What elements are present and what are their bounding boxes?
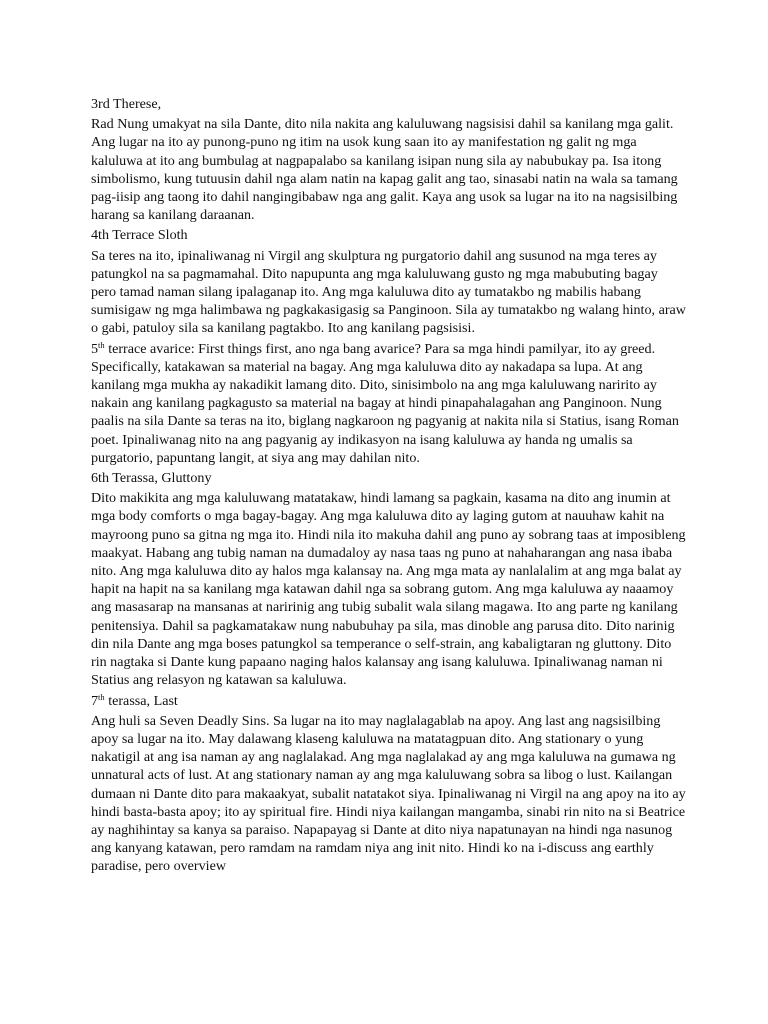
section-heading-4th-terrace: 4th Terrace Sloth bbox=[91, 227, 188, 244]
document-page bbox=[91, 95, 686, 878]
ordinal-suffix-5th: th bbox=[98, 339, 105, 350]
section-text-5th: terrace avarice: First things first, ano nga bang avarice? Para sa mga hindi pamilyar, ito ay greed. Specifically, katakawan sa material na bagay. Ang mga kaluluwa dito ay nakadapa sa lupa. At ang kanilang mga mukha ay nakadikit lamang dito. Dito, sinisimbolo na ang mga kaluluwang naririto ay nakain ang kanilang pagkagusto sa material na bagay at hindi pinapahalagahan ang Panginoon. Nung paalis na sila Dante sa teras na ito, biglang nagkaroon ng pagyanig at nakita nila si Statius, isang Roman poet. Ipinaliwanag nito na ang pagyanig ay indikasyon na isang kaluluwa ay handa ng umalis sa purgatorio, papuntang langit, at siya ang may dahilan nito. bbox=[91, 340, 679, 466]
section-body-6th-terrace: Dito makikita ang mga kaluluwang matatakaw, hindi lamang sa pagkain, kasama na dito ang inumin at mga body comforts o mga bagay-bagay. Ang mga kaluluwa dito ay laging gutom at nauuhaw kahit na mayroong puno sa gitna ng mga ito. Hindi nila ito makuha dahil ang puno ay sobrang taas at imposibleng maakyat. Habang ang tubig naman na dumadaloy ay nasa taas ng puno at nahaharangan ang nasa ibaba nito. Ang mga kaluluwa dito ay halos mga kalansay na. Ang mga mata ay nanlalalim at ang mga balat ay hapit na hapit na sa kanilang mga katawan dahil nga sa sobrang gutom. Ang mga kaluluwa ay naaamoy ang masasarap na mansanas at naririnig ang tubig subalit wala silang magawa. Ito ang parte ng kanilang penitensiya. Dahil sa pagkamatakaw nung nabubuhay pa sila, mas dinoble ang parusa dito. Dito narinig din nila Dante ang mga boses patungkol sa temperance o self-strain, ang kabaligtaran ng gluttony. Dito rin nagtaka si Dante kung papaano naging halos kalansay ang isang kaluluwa. Ipinaliwanag naman ni Statius ang relasyon ng katawan sa kaluluwa. bbox=[91, 490, 686, 689]
section-heading-7th-terrace bbox=[91, 692, 686, 710]
section-body-7th-terrace: Ang huli sa Seven Deadly Sins. Sa lugar na ito may naglalagablab na apoy. Ang last ang nagsisilbing apoy sa lugar na ito. May dalawang klaseng kaluluwa na matatagpuan dito. Ang stationary o yung nakatigil at ang isa naman ay ang naglalakad. Ang mga naglalakad ay ang mga kaluluwa na gumawa ng unnatural acts of lust. At ang stationary naman ay ang mga kaluluwang sobra sa libog o lust. Kailangan dumaan ni Dante dito para makaakyat, subalit natatakot siya. Ipinaliwanag ni Virgil na ang apoy na ito ay hindi basta-basta apoy; ito ay spiritual fire. Hindi niya kailangan mangamba, sinabi rin nito na si Beatrice ay naghihintay sa kanya sa paraiso. Napapayag si Dante at dito niya napatunayan na hindi nga nasunog ang kanyang katawan, pero ramdam na ramdam niya ang init nito. Hindi ko na i-discuss ang earthly paradise, pero overview bbox=[91, 712, 686, 875]
section-number-7th: 7 bbox=[91, 692, 99, 709]
section-body-5th-terrace bbox=[91, 340, 686, 467]
section-heading-3rd-terrace: 3rd Therese, bbox=[91, 96, 162, 112]
section-heading-7th-text: terassa, Last bbox=[104, 692, 178, 709]
ordinal-suffix-7th: th bbox=[98, 691, 105, 702]
section-heading-6th-terrace: 6th Terassa, Gluttony bbox=[91, 470, 212, 487]
section-number-5th: 5 bbox=[91, 340, 99, 357]
section-body-4th-terrace: Sa teres na ito, ipinaliwanag ni Virgil ang skulptura ng purgatorio dahil ang susunod na mga teres ay patungkol na sa pagmamahal. Dito napupunta ang mga kaluluwang gusto ng mga mabubuting bagay pero tamad naman silang ipalaganap ito. Ang mga kaluluwa dito ay tumatakbo ng mabilis habang sumisigaw ng mga halimbawa ng pagkakasigasig sa Panginoon. Sila ay tumatakbo ng walang hinto, araw o gabi, patuloy sila sa kanilang pagtakbo. Ito ang kanilang pagsisisi. bbox=[91, 247, 686, 337]
section-body-3rd-terrace: Rad Nung umakyat na sila Dante, dito nila nakita ang kaluluwang nagsisisi dahil sa kanilang mga galit. Ang lugar na ito ay punong-puno ng itim na usok kung saan ito ay manifestation ng galit ng mga kaluluwa at ito ang bumbulag at nagpapalabo sa kanilang isipan nung sila ay nabubukay pa. Isa itong simbolismo, kung tutuusin dahil nga alam natin na kapag galit ang tao, sinasabi natin na wala sa tamang pag-iisip ang taong ito dahil nangingibabaw nga ang galit. Kaya ang usok sa lugar na ito na nagsisilbing harang sa kanilang daraanan. bbox=[91, 116, 678, 224]
